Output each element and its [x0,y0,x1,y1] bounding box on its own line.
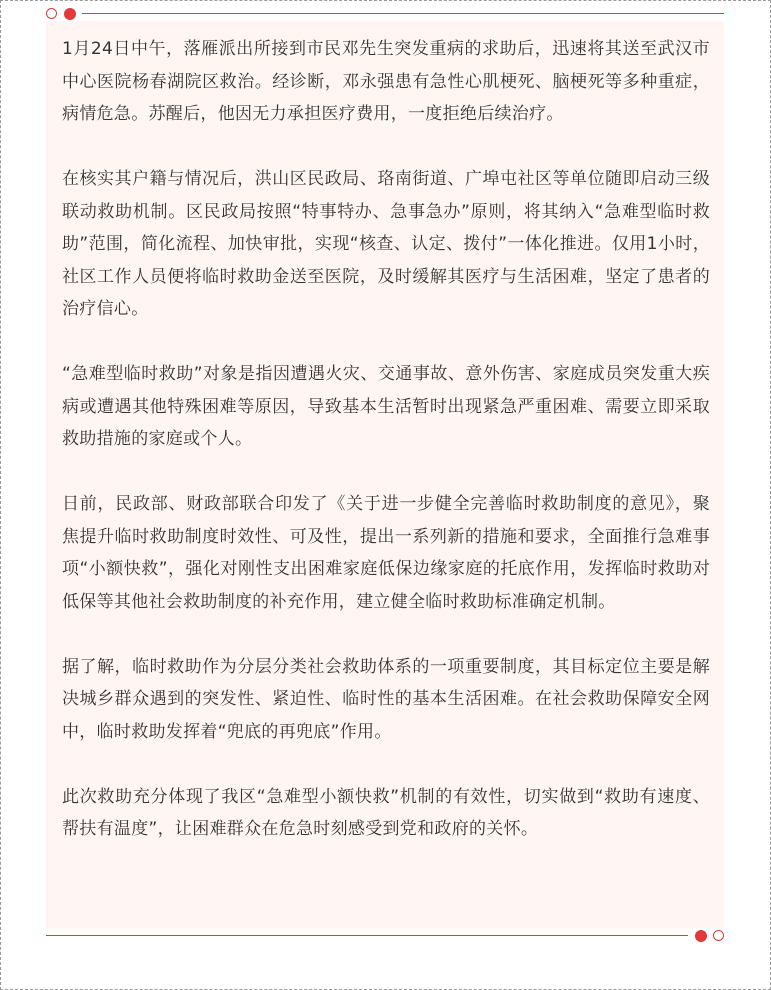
paragraph: 1月24日中午，落雁派出所接到市民邓先生突发重病的求助后，迅速将其送至武汉市中心医院杨春湖院区救治。经诊断，邓永强患有急性心肌梗死、脑梗死等多种重症，病情危急。苏醒后，他因无力承担医疗费用，一度拒绝后续治疗。 [62,39,710,124]
divider-line [82,13,724,14]
ring-icon [46,8,57,19]
paragraph: 据了解，临时救助作为分层分类社会救助体系的一项重要制度，其目标定位主要是解决城乡群众遇到的突发性、紧迫性、临时性的基本生活困难。在社会救助保障安全网中，临时救助发挥着“兜底的再兜底”作用。 [62,656,710,742]
top-decoration [46,7,724,21]
dot-icon [695,930,707,942]
paragraph: 在核实其户籍与情况后，洪山区民政局、珞南街道、广埠屯社区等单位随即启动三级联动救助机制。区民政局按照“特事特办、急事急办”原则，将其纳入“急难型临时救助”范围，简化流程、加快审批，实现“核查、认定、拨付”一体化推进。仅用1小时，社区工作人员便将临时救助金送至医院，及时缓解其医疗与生活困难，坚定了患者的治疗信心。 [62,169,710,319]
article-body [62,33,710,878]
content-panel [46,21,724,928]
dot-icon [64,8,76,20]
bottom-decoration [46,929,724,943]
ring-icon [713,930,724,941]
divider-line [46,935,688,936]
paragraph: 日前，民政部、财政部联合印发了《关于进一步健全完善临时救助制度的意见》，聚焦提升临时救助制度时效性、可及性，提出一系列新的措施和要求，全面推行急难事项“小额快救”，强化对刚性支出困难家庭低保边缘家庭的托底作用，发挥临时救助对低保等其他社会救助制度的补充作用，建立健全临时救助标准确定机制。 [62,494,710,612]
paragraph: 此次救助充分体现了我区“急难型小额快救”机制的有效性，切实做到“救助有速度、帮扶有温度”，让困难群众在危急时刻感受到党和政府的关怀。 [62,786,710,839]
paragraph: “急难型临时救助”对象是指因遭遇火灾、交通事故、意外伤害、家庭成员突发重大疾病或遭遇其他特殊困难等原因，导致基本生活暂时出现紧急严重困难、需要立即采取救助措施的家庭或个人。 [62,364,710,449]
